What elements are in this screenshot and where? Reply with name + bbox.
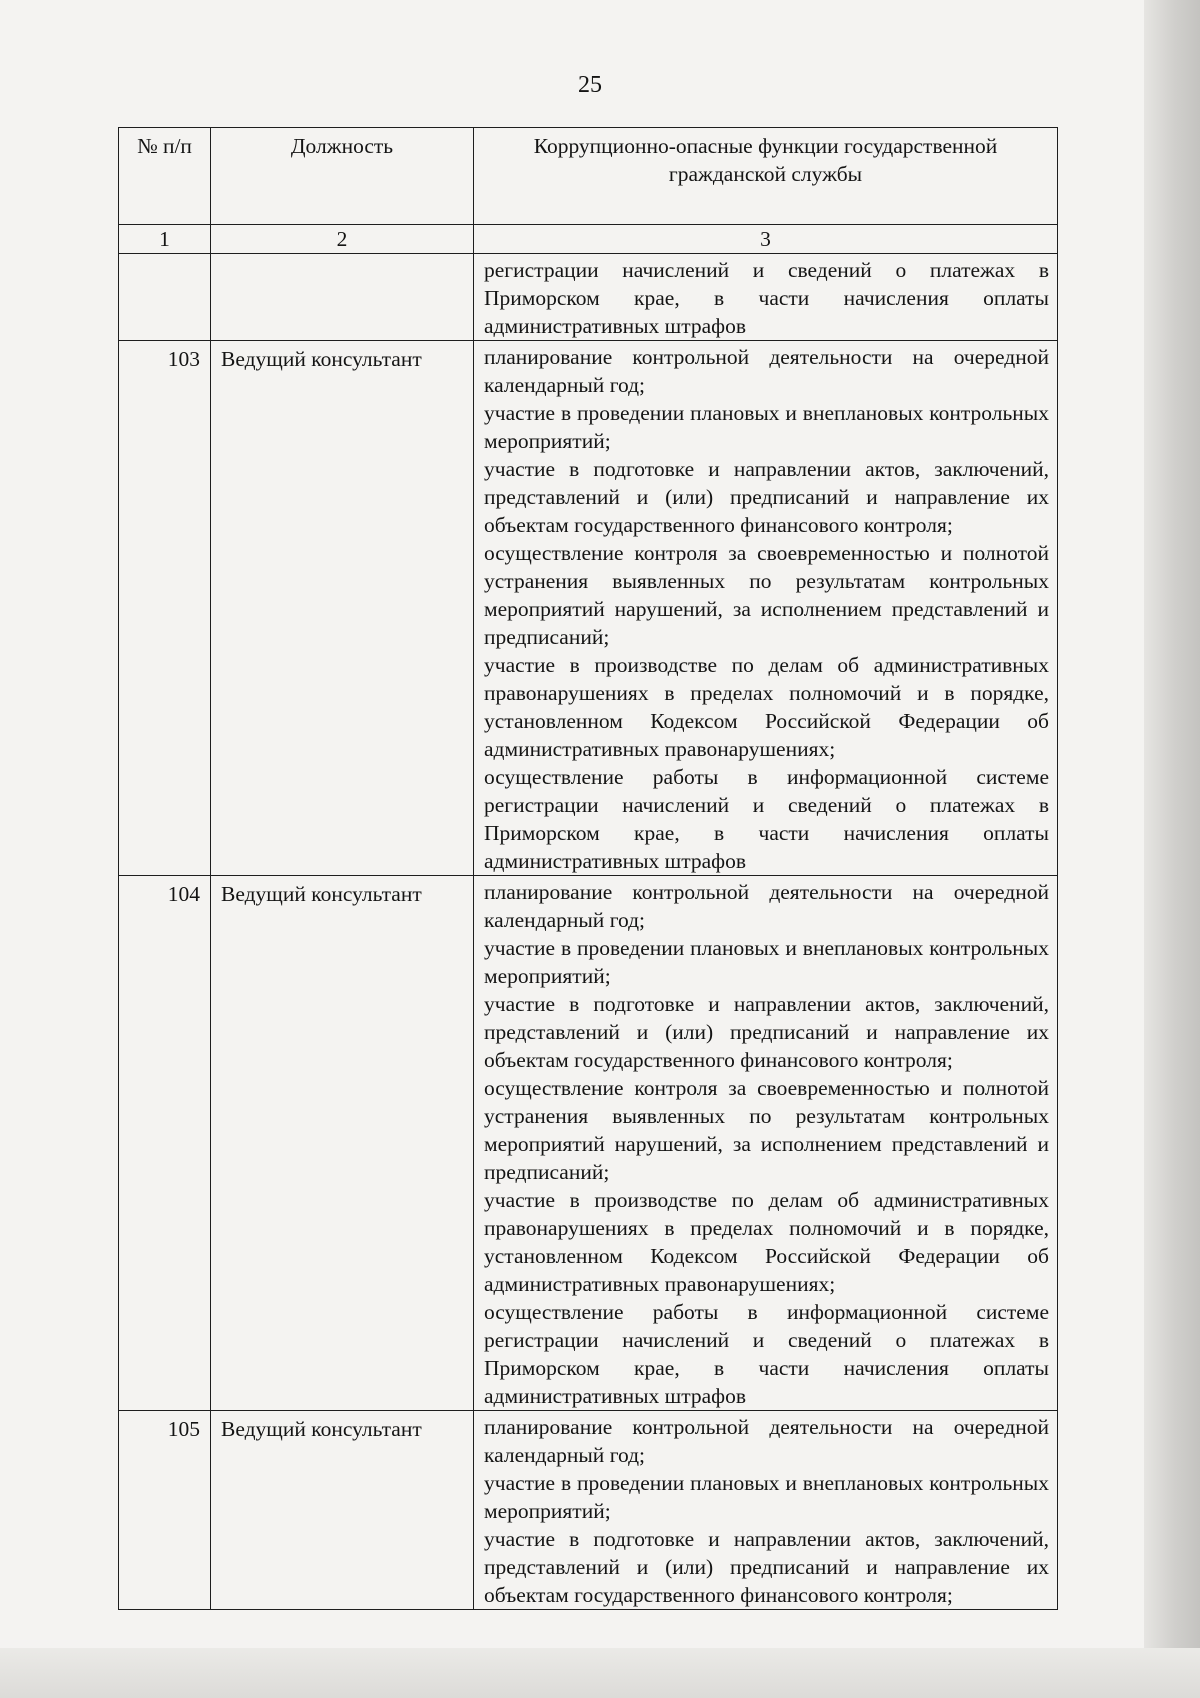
function-item: участие в проведении плановых и внеплановых контрольных мероприятий; <box>484 936 1049 988</box>
header-number: № п/п <box>119 128 211 225</box>
row-position: Ведущий консультант <box>211 876 474 1411</box>
function-item: осуществление контроля за своевременностью и полнотой устранения выявленных по результатам контрольных мероприятий нарушений, за исполнением представлений и предписаний; <box>484 541 1049 649</box>
row-position: Ведущий консультант <box>211 1411 474 1610</box>
row-functions <box>474 254 1058 341</box>
column-number-1: 1 <box>119 225 211 254</box>
function-item: участие в проведении плановых и внеплановых контрольных мероприятий; <box>484 1471 1049 1523</box>
header-functions: Коррупционно-опасные функции государственной гражданской службы <box>474 128 1058 225</box>
corruption-functions-table <box>118 127 1058 1610</box>
row-functions <box>474 876 1058 1411</box>
row-number: 104 <box>119 876 211 1411</box>
function-item: планирование контрольной деятельности на очередной календарный год; <box>484 1415 1049 1467</box>
function-item: участие в подготовке и направлении актов, заключений, представлений и (или) предписаний и направление их объектам государственного финансового контроля; <box>484 992 1049 1072</box>
table-row-continuation <box>119 254 1058 341</box>
page-bottom-edge <box>0 1648 1200 1698</box>
function-item: планирование контрольной деятельности на очередной календарный год; <box>484 345 1049 397</box>
table-row <box>119 876 1058 1411</box>
page-edge-shadow <box>1144 0 1200 1698</box>
function-item: участие в проведении плановых и внеплановых контрольных мероприятий; <box>484 401 1049 453</box>
function-item: осуществление работы в информационной системе регистрации начислений и сведений о платежах в Приморском крае, в части начисления оплаты административных штрафов <box>484 1300 1049 1408</box>
table-row <box>119 1411 1058 1610</box>
column-number-3: 3 <box>474 225 1058 254</box>
function-item: участие в производстве по делам об административных правонарушениях в пределах полномочий и в порядке, установленном Кодексом Российской Федерации об административных правонарушениях; <box>484 653 1049 761</box>
function-item: участие в производстве по делам об административных правонарушениях в пределах полномочий и в порядке, установленном Кодексом Российской Федерации об административных правонарушениях; <box>484 1188 1049 1296</box>
function-item: осуществление контроля за своевременностью и полнотой устранения выявленных по результатам контрольных мероприятий нарушений, за исполнением представлений и предписаний; <box>484 1076 1049 1184</box>
row-number: 103 <box>119 341 211 876</box>
page-number: 25 <box>578 72 602 98</box>
function-item: планирование контрольной деятельности на очередной календарный год; <box>484 880 1049 932</box>
row-number: 105 <box>119 1411 211 1610</box>
function-item: участие в подготовке и направлении актов, заключений, представлений и (или) предписаний и направление их объектам государственного финансового контроля; <box>484 1527 1049 1607</box>
function-item: осуществление работы в информационной системе регистрации начислений и сведений о платежах в Приморском крае, в части начисления оплаты административных штрафов <box>484 765 1049 873</box>
table-row <box>119 341 1058 876</box>
row-functions <box>474 341 1058 876</box>
row-position: Ведущий консультант <box>211 341 474 876</box>
row-functions <box>474 1411 1058 1610</box>
column-number-row <box>119 225 1058 254</box>
function-item: регистрации начислений и сведений о платежах в Приморском крае, в части начисления оплаты административных штрафов <box>484 258 1049 338</box>
header-position: Должность <box>211 128 474 225</box>
row-position-empty <box>211 254 474 341</box>
table-header-row <box>119 128 1058 225</box>
function-item: участие в подготовке и направлении актов, заключений, представлений и (или) предписаний и направление их объектам государственного финансового контроля; <box>484 457 1049 537</box>
column-number-2: 2 <box>211 225 474 254</box>
row-number-empty <box>119 254 211 341</box>
